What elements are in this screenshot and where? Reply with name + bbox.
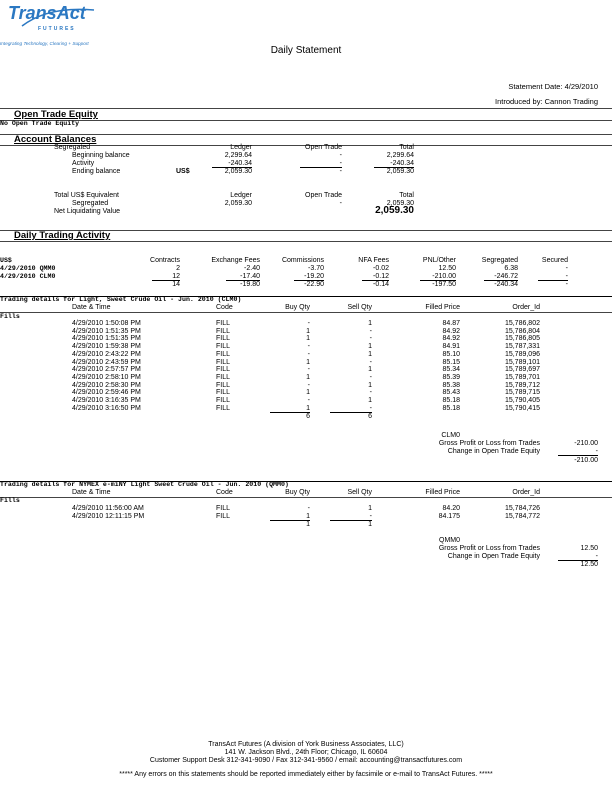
- fill-buy-qty: 1: [306, 335, 310, 343]
- footer-line3: Customer Support Desk 312-341-9090 / Fax 312-341-9560 / email: accounting@transactfutures.com: [149, 757, 463, 764]
- fill-buy-qty: 1: [306, 389, 310, 397]
- fill-order-id: 15,789,697: [504, 366, 540, 374]
- qmm0-net-value: 12.50: [580, 561, 598, 568]
- segregated-label: Segregated: [54, 144, 91, 151]
- buy-qty-total: 6: [306, 412, 310, 420]
- fill-order-id: 15,789,712: [504, 381, 540, 389]
- introduced-by: Introduced by: Cannon Trading: [495, 97, 598, 106]
- fill-code: FILL: [216, 381, 231, 389]
- fill-buy-qty: -: [307, 381, 310, 389]
- fill-buy-qty: -: [307, 397, 310, 404]
- fill-code: FILL: [216, 358, 231, 366]
- fill-code: FILL: [216, 320, 231, 327]
- page-title: Daily Statement: [270, 45, 342, 56]
- fill-sell-qty: 1: [368, 381, 372, 389]
- fill-order-id: 15,789,715: [504, 389, 540, 397]
- fill-order-id: 15,789,101: [504, 358, 540, 366]
- col-open-trade: Open Trade: [305, 144, 342, 151]
- fill-datetime: 4/29/2010 1:51:35 PM: [72, 335, 141, 343]
- sell-qty-total: 1: [368, 520, 372, 528]
- fill-datetime: 4/29/2010 2:58:30 PM: [72, 381, 141, 389]
- fill-buy-qty: 1: [270, 405, 310, 413]
- fill-price: 85.15: [442, 358, 460, 366]
- fill-order-id: 15,789,701: [504, 373, 540, 381]
- fill-order-id: 15,790,415: [504, 404, 540, 412]
- fill-code: FILL: [216, 350, 231, 358]
- fill-datetime: 4/29/2010 2:59:46 PM: [72, 389, 141, 397]
- fill-datetime: 4/29/2010 2:43:22 PM: [72, 350, 141, 358]
- fill-datetime: 4/29/2010 1:50:08 PM: [72, 320, 141, 327]
- fill-order-id: 15,790,405: [504, 397, 540, 404]
- fill-datetime: 4/29/2010 11:56:00 AM: [72, 505, 144, 512]
- fill-buy-qty: 1: [306, 327, 310, 335]
- qmm0-fills-label: Fills: [0, 497, 20, 504]
- total-equivalent-label: Total US$ Equivalent: [54, 192, 119, 199]
- qmm0-gross-value: 12.50: [580, 545, 598, 552]
- fill-sell-qty: 1: [368, 343, 372, 351]
- fill-code: FILL: [216, 397, 231, 404]
- fill-order-id: 15,789,096: [504, 350, 540, 358]
- fill-price: 84.175: [438, 512, 460, 520]
- fill-sell-qty: -: [369, 358, 372, 366]
- fill-code: FILL: [216, 512, 231, 520]
- fill-order-id: 15,787,331: [504, 343, 540, 351]
- footer-line1: TransAct Futures (A division of York Business Associates, LLC): [208, 741, 404, 748]
- fill-buy-qty: 1: [306, 373, 310, 381]
- fill-code: FILL: [216, 366, 231, 374]
- fill-buy-qty: -: [307, 350, 310, 358]
- clm0-fills-label: Fills: [0, 313, 20, 320]
- fill-code: FILL: [216, 335, 231, 343]
- fill-sell-qty: 1: [368, 505, 372, 512]
- fill-code: FILL: [216, 404, 231, 412]
- open-trade-equity-note: No Open Trade Equity: [0, 120, 80, 127]
- fill-sell-qty: 1: [368, 320, 372, 327]
- fill-price: 85.34: [442, 366, 460, 374]
- fill-datetime: 4/29/2010 1:59:38 PM: [72, 343, 141, 351]
- fill-order-id: 15,786,804: [504, 327, 540, 335]
- fill-price: 85.10: [442, 350, 460, 358]
- fill-code: FILL: [216, 505, 231, 512]
- fill-code: FILL: [216, 389, 231, 397]
- fill-price: 85.18: [442, 397, 460, 404]
- fill-sell-qty: -: [369, 373, 372, 381]
- col-ledger: Ledger: [230, 144, 252, 151]
- fill-price: 84.91: [442, 343, 460, 351]
- fill-datetime: 4/29/2010 2:57:57 PM: [72, 366, 141, 374]
- fill-buy-qty: -: [307, 343, 310, 351]
- footer-line2: 141 W. Jackson Blvd., 24th Floor; Chicago, IL 60604: [224, 749, 388, 756]
- fill-order-id: 15,786,805: [504, 335, 540, 343]
- fill-sell-qty: 1: [368, 350, 372, 358]
- qmm0-heading: Trading details for NYMEX e-miNY Light Sweet Crude Oil - Jun. 2010 (QMM0): [0, 481, 289, 488]
- fill-datetime: 4/29/2010 12:11:15 PM: [72, 512, 145, 520]
- fill-sell-qty: -: [369, 327, 372, 335]
- fill-sell-qty: -: [330, 405, 372, 413]
- fill-sell-qty: -: [369, 335, 372, 343]
- fill-order-id: 15,784,772: [504, 512, 540, 520]
- buy-qty-total: 1: [306, 520, 310, 528]
- statement-date: Statement Date: 4/29/2010: [508, 82, 598, 91]
- fill-buy-qty: 1: [270, 513, 310, 521]
- fill-order-id: 15,784,726: [504, 505, 540, 512]
- fill-price: 84.20: [442, 505, 460, 512]
- fill-price: 85.38: [442, 381, 460, 389]
- fill-code: FILL: [216, 327, 231, 335]
- fill-buy-qty: 1: [306, 358, 310, 366]
- fill-buy-qty: -: [307, 366, 310, 374]
- fill-price: 84.92: [442, 327, 460, 335]
- fill-buy-qty: -: [307, 505, 310, 512]
- clm0-summary-code: CLM0: [441, 432, 460, 439]
- fill-price: 84.87: [442, 320, 460, 327]
- daily-trading-heading: Daily Trading Activity: [14, 230, 111, 241]
- fill-datetime: 4/29/2010 2:43:59 PM: [72, 358, 141, 366]
- fill-sell-qty: 1: [368, 397, 372, 404]
- net-liquidating-label: Net Liquidating Value: [54, 208, 121, 215]
- sell-qty-total: 6: [368, 412, 372, 420]
- fill-price: 84.92: [442, 335, 460, 343]
- account-balances-heading: Account Balances: [14, 134, 97, 145]
- fill-sell-qty: -: [330, 513, 372, 521]
- fill-datetime: 4/29/2010 3:16:35 PM: [72, 397, 141, 404]
- fill-code: FILL: [216, 343, 231, 351]
- clm0-net-value: -210.00: [574, 457, 598, 464]
- fill-order-id: 15,786,802: [504, 320, 540, 327]
- fill-datetime: 4/29/2010 1:51:35 PM: [72, 327, 141, 335]
- logo-sub: FUTURES: [38, 26, 76, 32]
- fill-price: 85.39: [442, 373, 460, 381]
- footer-notice: ***** Any errors on this statements should be reported immediately either by facsimile or e-mail to TransAct Futures. *****: [119, 771, 493, 778]
- logo-name: TransAct: [8, 3, 86, 23]
- fill-sell-qty: -: [369, 389, 372, 397]
- qmm0-summary-code: QMM0: [439, 537, 460, 544]
- fill-buy-qty: -: [307, 320, 310, 327]
- net-liquidating-value: 2,059.30: [375, 205, 414, 216]
- col-total: Total: [399, 144, 414, 151]
- clm0-heading: Trading details for Light, Sweet Crude Oil - Jun. 2010 (CLM0): [0, 296, 242, 303]
- fill-datetime: 4/29/2010 3:16:50 PM: [72, 404, 141, 412]
- fill-price: 85.18: [442, 404, 460, 412]
- clm0-gross-value: -210.00: [574, 440, 598, 447]
- logo-tagline: Integrating Technology, Clearing + Support: [0, 41, 89, 46]
- fill-code: FILL: [216, 373, 231, 381]
- fill-datetime: 4/29/2010 2:58:10 PM: [72, 373, 141, 381]
- open-trade-equity-heading: Open Trade Equity: [14, 109, 98, 120]
- fill-price: 85.43: [442, 389, 460, 397]
- fill-sell-qty: 1: [368, 366, 372, 374]
- currency-label: US$: [0, 257, 12, 264]
